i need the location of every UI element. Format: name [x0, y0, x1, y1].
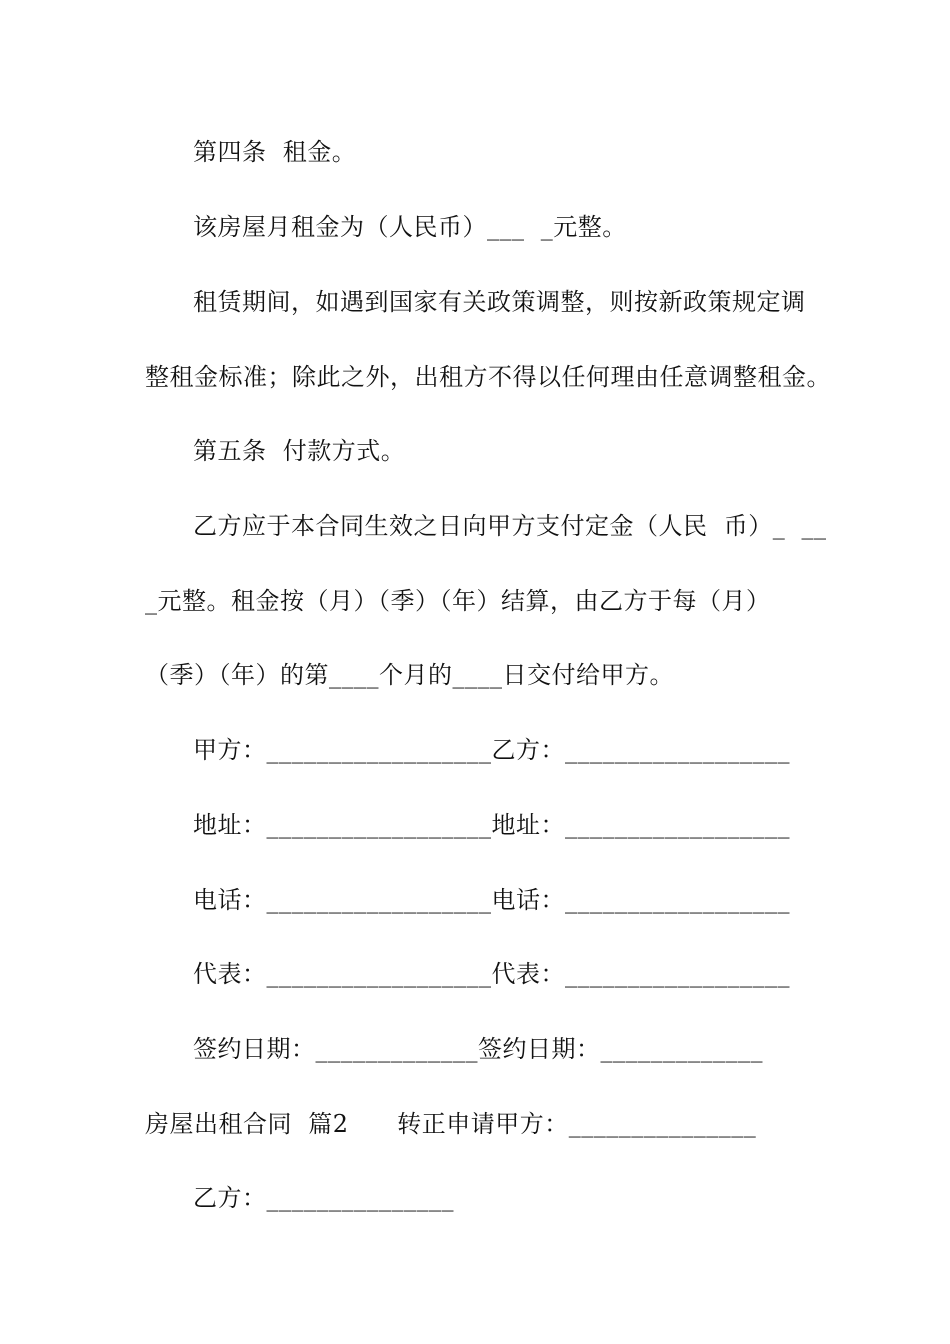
deposit-line-1: 乙方应于本合同生效之日向甲方支付定金（人民 币）_ __: [193, 512, 827, 540]
rent-adjustment-line-1: 租赁期间，如遇到国家有关政策调整，则按新政策规定调: [193, 288, 806, 316]
article-5-heading: 第五条 付款方式。: [193, 437, 406, 465]
party-names-line: 甲方：__________________乙方：__________________: [193, 736, 790, 764]
party-b-line: 乙方：_______________: [193, 1184, 454, 1212]
section-2-heading-line: 房屋出租合同 篇2 转正申请甲方：_______________: [145, 1110, 757, 1138]
article-4-heading: 第四条 租金。: [193, 138, 357, 166]
deposit-line-2: _元整。租金按（月）（季）（年）结算，由乙方于每（月）: [145, 587, 771, 615]
monthly-rent-line: 该房屋月租金为（人民币）___ _元整。: [193, 213, 627, 241]
representative-line: 代表：__________________代表：__________________: [193, 960, 790, 988]
phone-line: 电话：__________________电话：__________________: [193, 886, 790, 914]
address-line: 地址：__________________地址：__________________: [193, 811, 790, 839]
signing-date-line: 签约日期：_____________签约日期：_____________: [193, 1035, 763, 1063]
rent-adjustment-line-2: 整租金标准；除此之外，出租方不得以任何理由任意调整租金。: [145, 363, 831, 391]
deposit-line-3: （季）（年）的第____个月的____日交付给甲方。: [145, 661, 674, 689]
